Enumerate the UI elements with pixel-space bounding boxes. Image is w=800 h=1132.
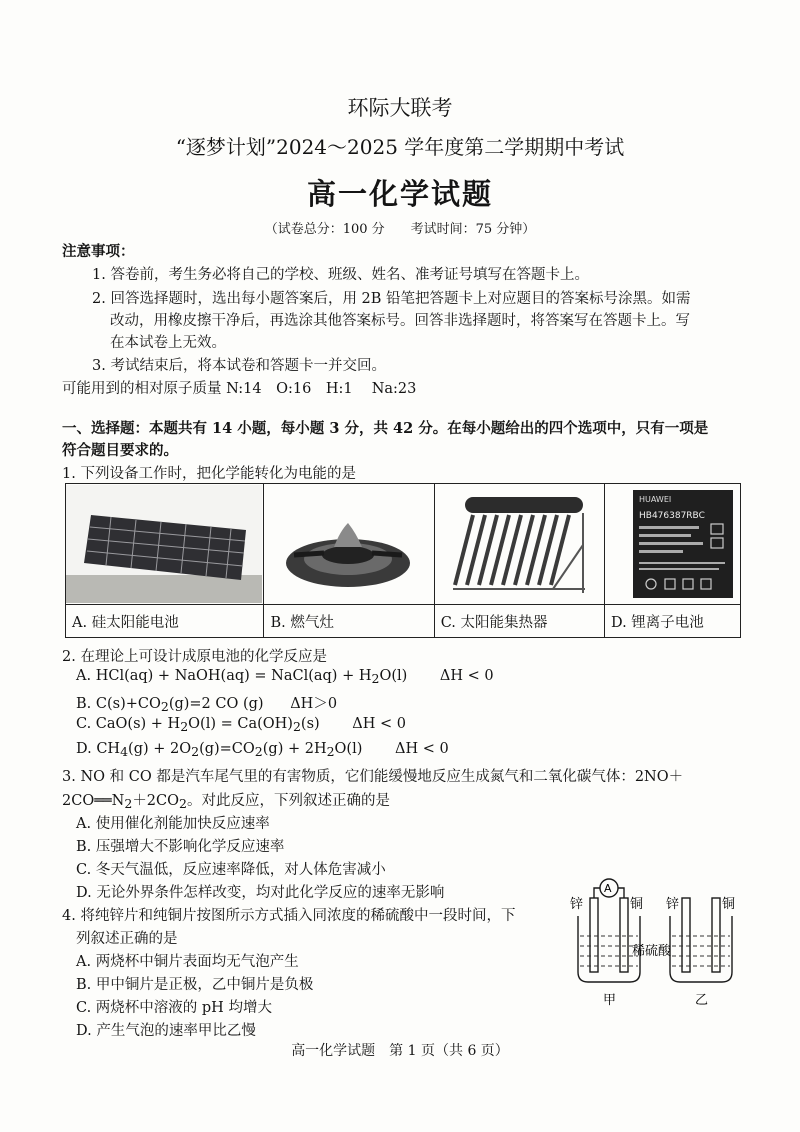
q2-option-c-enthalpy: ΔH < 0 (352, 716, 406, 732)
q2-option-b-enthalpy: ΔH＞0 (290, 696, 338, 712)
q2-option-d-formula-cont: (g) + 2O (128, 741, 192, 757)
solar-panel-image-cell (66, 484, 264, 605)
q1-option-b: B. 燃气灶 (264, 605, 434, 638)
zn-label-yi: 锌 (666, 897, 680, 912)
q2-stem: 2. 在理论上可设计成原电池的化学反应是 (62, 649, 327, 665)
q1-stem: 1. 下列设备工作时，把化学能转化为电能的是 (62, 466, 356, 482)
subscript: 2 (179, 796, 187, 811)
battery-image-cell (604, 484, 740, 605)
solar-water-heater-icon (435, 485, 603, 603)
q3-eq-part: 2CO══N (62, 793, 125, 809)
battery-label-icon (631, 488, 739, 600)
notice-item: 1. 答卷前，考生务必将自己的学校、班级、姓名、准考证号填写在答题卡上。 (92, 267, 589, 283)
q2-option-c-label: C. (76, 716, 92, 732)
q3-equation (62, 789, 390, 811)
q3-option-d: D. 无论外界条件怎样改变，均对此化学反应的速率无影响 (76, 885, 445, 901)
q2-option-a (76, 668, 494, 686)
q3-option-c: C. 冬天气温低，反应速率降低，对人体危害减小 (76, 862, 386, 878)
q1-option-d: D. 锂离子电池 (604, 605, 740, 638)
q2-option-d (76, 741, 449, 759)
atomic-masses: 可能用到的相对原子质量 N:14 O:16 H:1 Na:23 (62, 381, 417, 397)
gas-stove-icon (264, 485, 432, 603)
q3-eq-part: 。对此反应，下列叙述正确的是 (186, 793, 390, 809)
exam-title: “逐梦计划”2024～2025 学年度第二学期期中考试 (175, 135, 625, 159)
q3-option-b: B. 压强增大不影响化学反应速率 (76, 839, 285, 855)
org-title: 环际大联考 (347, 96, 453, 120)
q2-option-a-label: A. (76, 668, 92, 684)
cu-label-yi: 铜 (722, 897, 736, 912)
q4-option-b: B. 甲中铜片是正极，乙中铜片是负极 (76, 977, 314, 993)
q2-option-c-formula-cont: O(l) = Ca(OH) (188, 716, 293, 732)
section-heading-cont: 符合题目要求的。 (62, 442, 178, 459)
notice-item: 在本试卷上无效。 (110, 335, 226, 351)
q2-option-a-enthalpy: ΔH < 0 (439, 668, 494, 684)
solar-panel-icon (66, 485, 262, 603)
q3-eq-part: ＋2CO (132, 793, 180, 809)
q2-option-b-formula: C(s)+CO (95, 696, 161, 712)
notice-heading: 注意事项： (62, 243, 135, 260)
q2-option-d-formula: CH (96, 741, 121, 757)
subscript: 2 (191, 744, 200, 759)
q1-table (65, 483, 741, 638)
zn-label-jia: 锌 (570, 897, 584, 912)
battery-model: HB476387RBC (638, 511, 705, 521)
q2-option-d-enthalpy: ΔH < 0 (395, 741, 449, 757)
subscript: 2 (160, 699, 169, 714)
q2-option-d-formula-cont: (g) + 2H (262, 741, 327, 757)
beaker-jia-label: 甲 (603, 993, 617, 1008)
q2-option-c-formula-end: (s) (300, 716, 320, 732)
q1-option-c: C. 太阳能集热器 (434, 605, 604, 638)
page-footer: 高一化学试题 第 1 页（共 6 页） (291, 1043, 509, 1059)
q4-option-d: D. 产生气泡的速率甲比乙慢 (76, 1023, 256, 1039)
notice-item: 改动，用橡皮擦干净后，再选涂其他答案标号。回答非选择题时，将答案写在答题卡上。写 (110, 313, 690, 329)
notice-item: 3. 考试结束后，将本试卷和答题卡一并交回。 (92, 358, 386, 374)
subscript: 4 (120, 744, 129, 759)
subscript: 2 (180, 719, 189, 734)
q2-option-d-label: D. (76, 741, 92, 757)
q4-option-a: A. 两烧杯中铜片表面均无气泡产生 (76, 954, 299, 970)
subscript: 2 (254, 744, 263, 759)
q2-option-d-formula-end: O(l) (334, 741, 363, 757)
q2-option-b-label: B. (76, 696, 92, 712)
ammeter-label: A (604, 882, 612, 895)
galvanic-cell-diagram (570, 876, 748, 1026)
q1-option-a: A. 硅太阳能电池 (66, 605, 264, 638)
gas-stove-image-cell (264, 484, 434, 605)
q2-option-a-formula: HCl(aq) + NaOH(aq) = NaCl(aq) + H (95, 668, 372, 684)
notice-item: 2. 回答选择题时，选出每小题答案后，用 2B 铅笔把答题卡上对应题目的答案标号涂黑。如需 (92, 291, 691, 307)
q3-option-a: A. 使用催化剂能加快反应速率 (76, 816, 270, 832)
q2-option-c-formula: CaO(s) + H (95, 716, 181, 732)
acid-label: 稀硫酸 (632, 944, 672, 959)
q2-option-b-formula-cont: (g)=2 CO (g) (168, 696, 264, 712)
battery-brand: HUAWEI (638, 495, 672, 504)
q4-stem-cont: 列叙述正确的是 (76, 931, 178, 947)
page-title: 高一化学试题 (306, 177, 493, 211)
q2-option-d-formula-cont: (g)=CO (199, 741, 255, 757)
cu-label-jia: 铜 (630, 897, 644, 912)
q4-stem: 4. 将纯锌片和纯铜片按图所示方式插入同浓度的稀硫酸中一段时间，下 (62, 908, 516, 924)
q3-stem: 3. NO 和 CO 都是汽车尾气里的有害物质，它们能缓慢地反应生成氮气和二氧化碳气体：2NO＋ (62, 769, 684, 785)
section-heading: 一、选择题：本题共有 14 小题，每小题 3 分，共 42 分。在每小题给出的四个选项中，只有一项是 (62, 420, 709, 437)
subscript: 2 (124, 796, 133, 811)
q2-option-a-formula-cont: O(l) (379, 668, 408, 684)
q4-option-c: C. 两烧杯中溶液的 pH 均增大 (76, 1000, 272, 1016)
subscript: 2 (326, 744, 335, 759)
q2-option-b (76, 692, 337, 714)
subscript: 2 (371, 671, 380, 686)
q2-option-c (76, 716, 406, 734)
solar-heater-image-cell (434, 484, 604, 605)
subscript: 2 (292, 719, 301, 734)
exam-meta: （试卷总分：100 分 考试时间：75 分钟） (264, 222, 536, 237)
beaker-yi-label: 乙 (695, 993, 709, 1008)
